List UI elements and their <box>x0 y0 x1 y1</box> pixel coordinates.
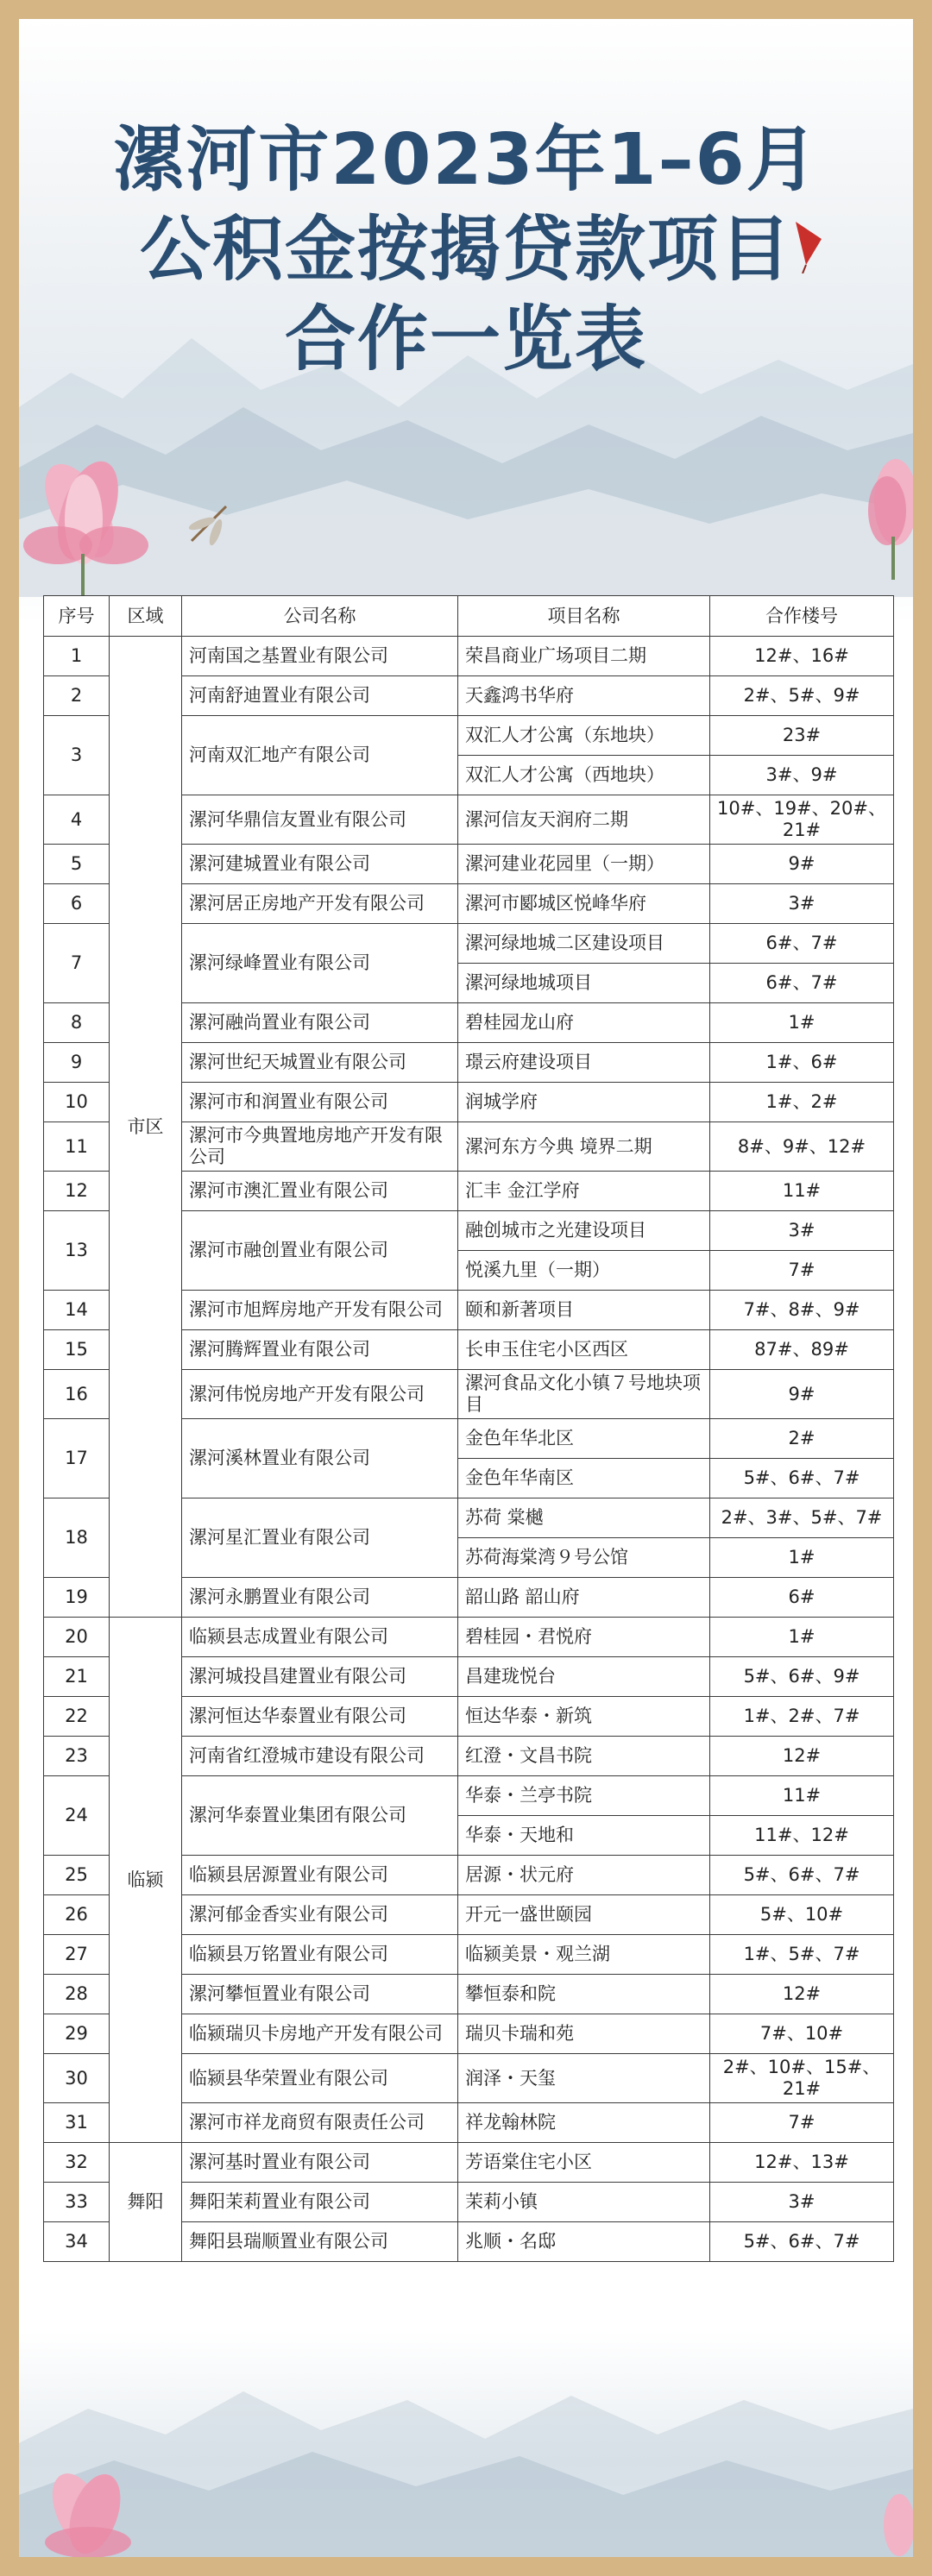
table-row <box>44 637 894 676</box>
company-name: 漯河星汇置业有限公司 <box>182 1498 458 1578</box>
header-building: 合作楼号 <box>710 596 894 637</box>
building-numbers: 1#、5#、7# <box>710 1935 894 1975</box>
company-name: 漯河市澳汇置业有限公司 <box>182 1172 458 1211</box>
company-name: 漯河世纪天城置业有限公司 <box>182 1043 458 1083</box>
company-name: 漯河市旭辉房地产开发有限公司 <box>182 1291 458 1330</box>
row-number: 16 <box>44 1370 110 1419</box>
building-numbers: 1#、2# <box>710 1083 894 1122</box>
building-numbers: 23# <box>710 716 894 756</box>
building-numbers: 3# <box>710 2183 894 2222</box>
project-name: 荣昌商业广场项目二期 <box>458 637 710 676</box>
company-name: 漯河市融创置业有限公司 <box>182 1211 458 1291</box>
project-name: 碧桂园・君悦府 <box>458 1618 710 1657</box>
project-name: 开元一盛世颐园 <box>458 1895 710 1935</box>
project-name: 韶山路 韶山府 <box>458 1578 710 1618</box>
company-name: 漯河腾辉置业有限公司 <box>182 1330 458 1370</box>
building-numbers: 6#、7# <box>710 964 894 1003</box>
row-number: 1 <box>44 637 110 676</box>
building-numbers: 12#、16# <box>710 637 894 676</box>
company-name: 漯河恒达华泰置业有限公司 <box>182 1697 458 1737</box>
row-number: 18 <box>44 1498 110 1578</box>
building-numbers: 3# <box>710 1211 894 1251</box>
project-name: 漯河市郾城区悦峰华府 <box>458 884 710 924</box>
table-row <box>44 2143 894 2183</box>
building-numbers: 8#、9#、12# <box>710 1122 894 1172</box>
title-line-1: 漯河市2023年1–6月 <box>113 119 819 201</box>
building-numbers: 1# <box>710 1618 894 1657</box>
row-number: 28 <box>44 1975 110 2014</box>
row-number: 9 <box>44 1043 110 1083</box>
project-name: 昌建珑悦台 <box>458 1657 710 1697</box>
project-name: 汇丰 金江学府 <box>458 1172 710 1211</box>
project-name: 融创城市之光建设项目 <box>458 1211 710 1251</box>
building-numbers: 12# <box>710 1975 894 2014</box>
project-name: 金色年华北区 <box>458 1419 710 1459</box>
row-number: 12 <box>44 1172 110 1211</box>
company-name: 河南舒迪置业有限公司 <box>182 676 458 716</box>
project-name: 恒达华泰・新筑 <box>458 1697 710 1737</box>
building-numbers: 12#、13# <box>710 2143 894 2183</box>
project-name: 漯河绿地城二区建设项目 <box>458 924 710 964</box>
project-name: 碧桂园龙山府 <box>458 1003 710 1043</box>
building-numbers: 87#、89# <box>710 1330 894 1370</box>
company-name: 漯河市今典置地房地产开发有限公司 <box>182 1122 458 1172</box>
region-cell: 市区 <box>110 637 182 1618</box>
company-name: 漯河市和润置业有限公司 <box>182 1083 458 1122</box>
project-name: 长申玉住宅小区西区 <box>458 1330 710 1370</box>
project-name: 苏荷海棠湾９号公馆 <box>458 1538 710 1578</box>
company-name: 临颍县万铭置业有限公司 <box>182 1935 458 1975</box>
building-numbers: 1# <box>710 1538 894 1578</box>
company-name: 漯河居正房地产开发有限公司 <box>182 884 458 924</box>
building-numbers: 12# <box>710 1737 894 1776</box>
project-name: 华泰・兰亭书院 <box>458 1776 710 1816</box>
row-number: 2 <box>44 676 110 716</box>
title-line-2: 公积金按揭贷款项目 <box>139 209 792 291</box>
row-number: 5 <box>44 845 110 884</box>
building-numbers: 5#、6#、9# <box>710 1657 894 1697</box>
project-name: 瑞贝卡瑞和苑 <box>458 2014 710 2054</box>
building-numbers: 1# <box>710 1003 894 1043</box>
project-name: 颐和新著项目 <box>458 1291 710 1330</box>
building-numbers: 6#、7# <box>710 924 894 964</box>
company-name: 临颍县志成置业有限公司 <box>182 1618 458 1657</box>
project-name: 润泽・天玺 <box>458 2054 710 2103</box>
project-name: 苏荷 棠樾 <box>458 1498 710 1538</box>
row-number: 13 <box>44 1211 110 1291</box>
header-no: 序号 <box>44 596 110 637</box>
dragonfly-decoration <box>183 498 235 550</box>
cooperation-table <box>43 595 894 2262</box>
company-name: 漯河融尚置业有限公司 <box>182 1003 458 1043</box>
building-numbers: 1#、6# <box>710 1043 894 1083</box>
project-name: 双汇人才公寓（东地块） <box>458 716 710 756</box>
company-name: 漯河伟悦房地产开发有限公司 <box>182 1370 458 1419</box>
company-name: 河南省红澄城市建设有限公司 <box>182 1737 458 1776</box>
building-numbers: 1#、2#、7# <box>710 1697 894 1737</box>
table-body <box>44 637 894 2262</box>
building-numbers: 7#、8#、9# <box>710 1291 894 1330</box>
company-name: 漯河基时置业有限公司 <box>182 2143 458 2183</box>
region-cell: 临颍 <box>110 1618 182 2143</box>
row-number: 22 <box>44 1697 110 1737</box>
project-name: 漯河绿地城项目 <box>458 964 710 1003</box>
project-name: 祥龙翰林院 <box>458 2103 710 2143</box>
title-line-3: 合作一览表 <box>284 298 647 380</box>
row-number: 14 <box>44 1291 110 1330</box>
company-name: 漯河市祥龙商贸有限责任公司 <box>182 2103 458 2143</box>
project-name: 天鑫鸿书华府 <box>458 676 710 716</box>
project-name: 悦溪九里（一期） <box>458 1251 710 1291</box>
region-cell: 舞阳 <box>110 2143 182 2262</box>
lotus-flower-bottom-left-decoration <box>28 2460 148 2557</box>
lotus-flower-bottom-right-decoration <box>873 2486 913 2557</box>
row-number: 8 <box>44 1003 110 1043</box>
row-number: 33 <box>44 2183 110 2222</box>
project-name: 漯河建业花园里（一期） <box>458 845 710 884</box>
table-row <box>44 1618 894 1657</box>
building-numbers: 11# <box>710 1776 894 1816</box>
row-number: 3 <box>44 716 110 795</box>
row-number: 31 <box>44 2103 110 2143</box>
building-numbers: 9# <box>710 1370 894 1419</box>
company-name: 漯河城投昌建置业有限公司 <box>182 1657 458 1697</box>
building-numbers: 5#、6#、7# <box>710 2222 894 2262</box>
company-name: 临颍县华荣置业有限公司 <box>182 2054 458 2103</box>
project-name: 兆顺・名邸 <box>458 2222 710 2262</box>
row-number: 10 <box>44 1083 110 1122</box>
row-number: 7 <box>44 924 110 1003</box>
building-numbers: 3#、9# <box>710 756 894 795</box>
row-number: 30 <box>44 2054 110 2103</box>
poster-title <box>19 116 913 385</box>
building-numbers: 7# <box>710 1251 894 1291</box>
row-number: 17 <box>44 1419 110 1498</box>
row-number: 20 <box>44 1618 110 1657</box>
building-numbers: 3# <box>710 884 894 924</box>
project-name: 璟云府建设项目 <box>458 1043 710 1083</box>
row-number: 15 <box>44 1330 110 1370</box>
project-name: 居源・状元府 <box>458 1856 710 1895</box>
row-number: 34 <box>44 2222 110 2262</box>
poster-panel <box>19 19 913 2557</box>
project-name: 漯河信友天润府二期 <box>458 795 710 845</box>
building-numbers: 5#、6#、7# <box>710 1856 894 1895</box>
row-number: 27 <box>44 1935 110 1975</box>
company-name: 临颍县居源置业有限公司 <box>182 1856 458 1895</box>
header-project: 项目名称 <box>458 596 710 637</box>
company-name: 漯河华泰置业集团有限公司 <box>182 1776 458 1856</box>
row-number: 25 <box>44 1856 110 1895</box>
mountain-landscape-bottom-decoration <box>19 2348 913 2557</box>
project-name: 双汇人才公寓（西地块） <box>458 756 710 795</box>
building-numbers: 6# <box>710 1578 894 1618</box>
company-name: 漯河永鹏置业有限公司 <box>182 1578 458 1618</box>
building-numbers: 9# <box>710 845 894 884</box>
company-name: 河南双汇地产有限公司 <box>182 716 458 795</box>
company-name: 漯河建城置业有限公司 <box>182 845 458 884</box>
company-name: 舞阳茉莉置业有限公司 <box>182 2183 458 2222</box>
company-name: 舞阳县瑞顺置业有限公司 <box>182 2222 458 2262</box>
header-company: 公司名称 <box>182 596 458 637</box>
project-name: 芳语棠住宅小区 <box>458 2143 710 2183</box>
row-number: 4 <box>44 795 110 845</box>
project-name: 临颍美景・观兰湖 <box>458 1935 710 1975</box>
row-number: 29 <box>44 2014 110 2054</box>
project-name: 茉莉小镇 <box>458 2183 710 2222</box>
company-name: 河南国之基置业有限公司 <box>182 637 458 676</box>
row-number: 23 <box>44 1737 110 1776</box>
building-numbers: 2#、5#、9# <box>710 676 894 716</box>
row-number: 24 <box>44 1776 110 1856</box>
project-name: 华泰・天地和 <box>458 1816 710 1856</box>
lotus-flower-right-decoration <box>853 433 913 580</box>
company-name: 漯河攀恒置业有限公司 <box>182 1975 458 2014</box>
row-number: 32 <box>44 2143 110 2183</box>
table-header-row <box>44 596 894 637</box>
row-number: 6 <box>44 884 110 924</box>
company-name: 漯河郁金香实业有限公司 <box>182 1895 458 1935</box>
header-region: 区域 <box>110 596 182 637</box>
company-name: 漯河溪林置业有限公司 <box>182 1419 458 1498</box>
building-numbers: 2#、10#、15#、21# <box>710 2054 894 2103</box>
row-number: 19 <box>44 1578 110 1618</box>
building-numbers: 11#、12# <box>710 1816 894 1856</box>
building-numbers: 5#、6#、7# <box>710 1459 894 1498</box>
building-numbers: 11# <box>710 1172 894 1211</box>
project-name: 润城学府 <box>458 1083 710 1122</box>
company-name: 漯河绿峰置业有限公司 <box>182 924 458 1003</box>
project-name: 攀恒泰和院 <box>458 1975 710 2014</box>
row-number: 26 <box>44 1895 110 1935</box>
company-name: 漯河华鼎信友置业有限公司 <box>182 795 458 845</box>
project-name: 漯河东方今典 境界二期 <box>458 1122 710 1172</box>
building-numbers: 7# <box>710 2103 894 2143</box>
building-numbers: 2# <box>710 1419 894 1459</box>
building-numbers: 7#、10# <box>710 2014 894 2054</box>
project-name: 金色年华南区 <box>458 1459 710 1498</box>
project-name: 红澄・文昌书院 <box>458 1737 710 1776</box>
row-number: 11 <box>44 1122 110 1172</box>
project-name: 漯河食品文化小镇７号地块项目 <box>458 1370 710 1419</box>
building-numbers: 2#、3#、5#、7# <box>710 1498 894 1538</box>
row-number: 21 <box>44 1657 110 1697</box>
building-numbers: 10#、19#、20#、21# <box>710 795 894 845</box>
lotus-flower-left-decoration <box>19 424 148 606</box>
cooperation-table-wrap <box>43 595 893 2262</box>
company-name: 临颍瑞贝卡房地产开发有限公司 <box>182 2014 458 2054</box>
building-numbers: 5#、10# <box>710 1895 894 1935</box>
